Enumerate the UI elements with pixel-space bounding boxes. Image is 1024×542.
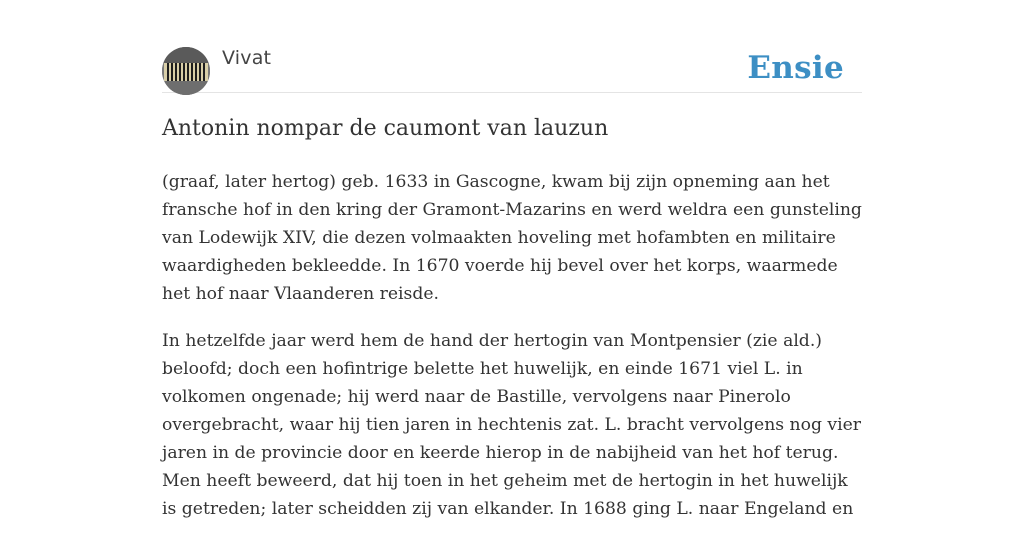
author-name[interactable]: Vivat: [222, 47, 272, 69]
article-paragraph: (graaf, later hertog) geb. 1633 in Gascogne, kwam bij zijn opneming aan het fransche hof in den kring der Gramont-Mazarins en werd weldra een gunsteling van Lodewijk XIV, die dezen volmaakten hoveling met hofambten en militaire waardigheden bekleedde. In 1670 voerde hij bevel over het korps, waarmede het hof naar Vlaanderen reisde.: [162, 172, 862, 304]
author-avatar[interactable]: [162, 47, 210, 95]
article-body: [162, 168, 862, 542]
avatar-image: [162, 47, 210, 95]
site-header: [162, 46, 862, 93]
site-logo[interactable]: Ensie: [747, 50, 844, 86]
article-paragraph: In hetzelfde jaar werd hem de hand der hertogin van Montpensier (zie ald.) beloofd; doch een hofintrige belette het huwelijk, en einde 1671 viel L. in volkomen ongenade; hij werd naar de Bastille, vervolgens naar Pinerolo overgebracht, waar hij tien jaren in hechtenis zat. L. bracht vervolgens nog vier jaren in de provincie door en keerde hierop in de nabijheid van het hof terug. Men heeft beweerd, dat hij toen in het geheim met de hertogin in het huwelijk is getreden; later scheidden zij van elkander. In 1688 ging L. naar Engeland en: [162, 331, 862, 519]
article-title: Antonin nompar de caumont van lauzun: [162, 116, 609, 141]
